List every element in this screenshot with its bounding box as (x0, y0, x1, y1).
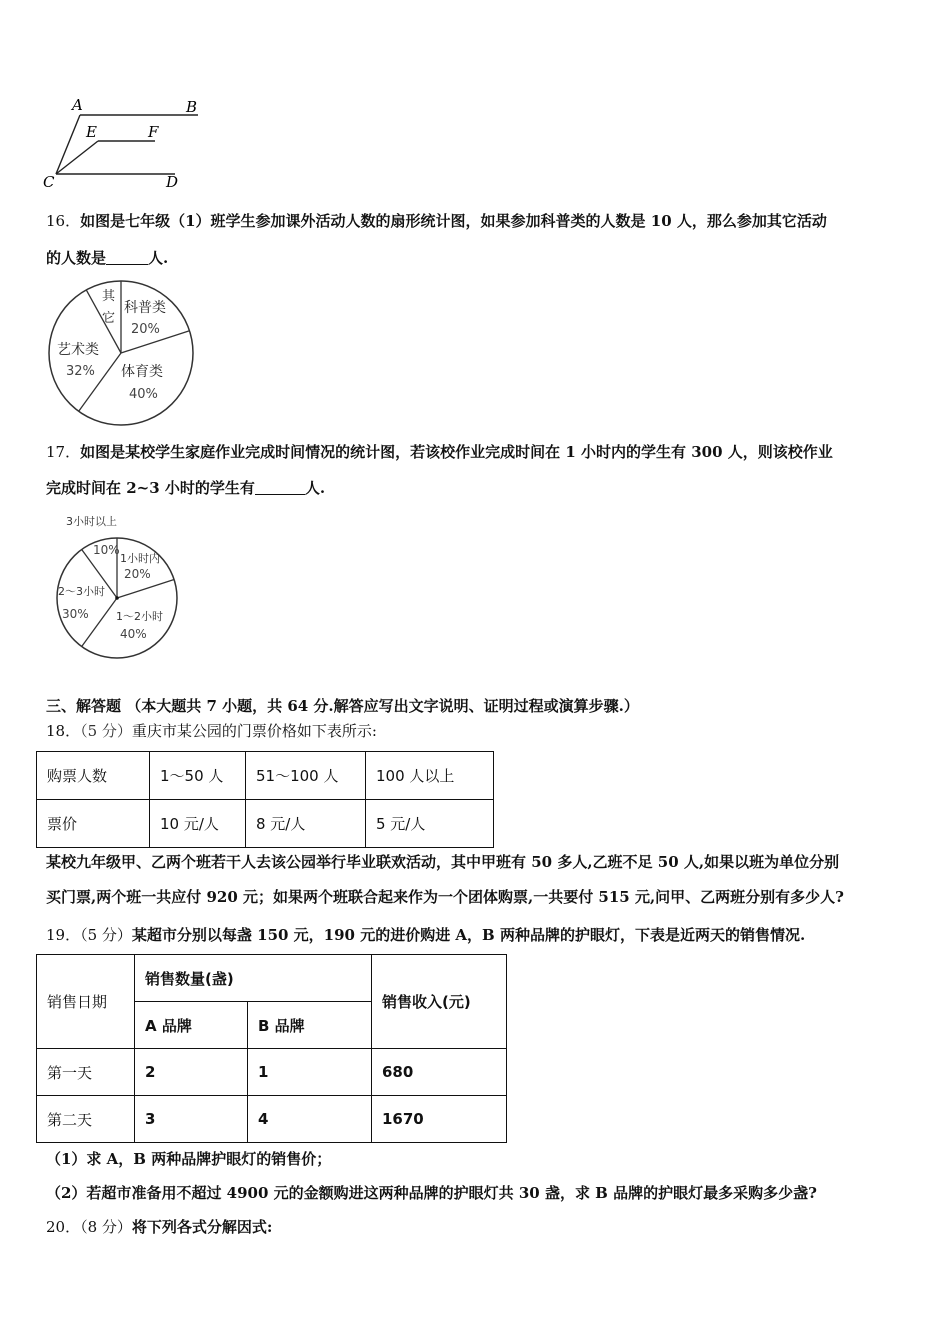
table-cell: 第二天 (37, 1096, 135, 1143)
section-3-heading: 三、解答题 （本大题共 7 小题，共 64 分.解答应写出文字说明、证明过程或演算步骤.） (46, 697, 639, 715)
table-cell: 10 元/人 (150, 800, 246, 848)
question-16-line1 (46, 210, 827, 232)
table-cell: 第一天 (37, 1049, 135, 1096)
pie1-label-qita-1: 其 (102, 289, 116, 304)
answer-blank-17[interactable] (255, 479, 305, 495)
table-cell: 票价 (37, 800, 150, 848)
question-16-text-post: 人. (148, 249, 169, 267)
question-19-intro-text: 某超市分别以每盏 150 元，190 元的进价购进 A，B 两种品牌的护眼灯，下表是近两天的销售情况. (131, 926, 806, 944)
pie2-percent-within1: 20% (124, 567, 151, 581)
question-16-text: 如图是七年级（1）班学生参加课外活动人数的扇形统计图，如果参加科普类的人数是 10 人，那么参加其它活动 (80, 212, 827, 230)
table-cell: 1670 (372, 1096, 507, 1143)
table-cell: 100 人以上 (366, 752, 494, 800)
question-18-intro-text: 重庆市某公园的门票价格如下表所示: (131, 722, 377, 740)
question-17-text: 如图是某校学生家庭作业完成时间情况的统计图，若该校作业完成时间在 1 小时内的学生有 300 人，则该校作业 (80, 443, 833, 461)
table-cell: 1 (248, 1049, 372, 1096)
ticket-price-table (36, 751, 494, 848)
table-row (37, 800, 494, 848)
pie2-label-2to3: 2～3小时 (58, 585, 105, 598)
question-16-line2 (46, 247, 168, 269)
question-18-intro (46, 720, 377, 742)
header-date: 销售日期 (37, 955, 135, 1049)
pie1-label-tiyu: 体育类 (121, 364, 163, 380)
pie2-label-1to2: 1～2小时 (116, 610, 163, 623)
question-20-points: （8 分） (80, 1218, 132, 1236)
header-brand-b: B 品牌 (248, 1002, 372, 1049)
question-17-number: 17． (46, 443, 81, 461)
header-quantity: 销售数量(盏) (135, 955, 372, 1002)
geometry-figure (38, 95, 208, 195)
pie1-percent-kepu: 20% (131, 322, 160, 337)
question-19-points: （5 分） (80, 926, 132, 944)
point-label-b: B (186, 98, 198, 116)
question-17-text-pre: 完成时间在 2~3 小时的学生有 (46, 479, 255, 497)
question-16-number: 16． (46, 212, 81, 230)
question-19-part-1: （1）求 A，B 两种品牌护眼灯的销售价； (46, 1150, 332, 1168)
pie2-percent-over3: 10% (93, 543, 120, 557)
question-17-line1 (46, 441, 833, 463)
question-19-part-2: （2）若超市准备用不超过 4900 元的金额购进这两种品牌的护眼灯共 30 盏，求 B 品牌的护眼灯最多采购多少盏? (46, 1184, 817, 1202)
question-20-number: 20． (46, 1218, 81, 1236)
table-row (37, 1049, 507, 1096)
point-label-e: E (86, 123, 97, 141)
pie1-label-qita-2: 它 (102, 311, 116, 326)
pie-chart-activities (44, 279, 198, 429)
pie1-label-kepu: 科普类 (124, 300, 166, 316)
header-brand-a: A 品牌 (135, 1002, 248, 1049)
question-18-text-2: 买门票,两个班一共应付 920 元；如果两个班联合起来作为一个团体购票,一共要付 515 元,问甲、乙两班分别有多少人? (46, 888, 844, 906)
question-20-text: 将下列各式分解因式: (131, 1218, 273, 1236)
question-17-text-post: 人. (304, 479, 326, 497)
table-cell: 1～50 人 (150, 752, 246, 800)
table-cell: 5 元/人 (366, 800, 494, 848)
pie-chart-homework-time (44, 510, 184, 666)
question-18-points: （5 分） (80, 722, 132, 740)
table-row (37, 955, 507, 1002)
question-19-intro (46, 924, 805, 946)
pie1-percent-yishu: 32% (66, 364, 95, 379)
point-label-c: C (43, 173, 55, 191)
table-cell: 51～100 人 (246, 752, 366, 800)
question-18-text-1: 某校九年级甲、乙两个班若干人去该公园举行毕业联欢活动，其中甲班有 50 多人,乙班不足 50 人,如果以班为单位分别 (46, 853, 840, 871)
table-cell: 680 (372, 1049, 507, 1096)
question-20 (46, 1216, 272, 1238)
point-label-a: A (72, 96, 83, 114)
table-cell: 4 (248, 1096, 372, 1143)
question-17-line2 (46, 477, 325, 499)
table-row (37, 752, 494, 800)
table-cell: 8 元/人 (246, 800, 366, 848)
answer-blank-16[interactable] (106, 249, 148, 265)
pie1-label-yishu: 艺术类 (57, 342, 99, 358)
pie2-label-within1: 1小时内 (120, 552, 160, 565)
pie2-label-over3: 3小时以上 (66, 515, 117, 528)
pie2-percent-1to2: 40% (120, 627, 147, 641)
table-cell: 2 (135, 1049, 248, 1096)
table-cell: 3 (135, 1096, 248, 1143)
pie2-center-dot (115, 596, 119, 600)
question-16-text-pre: 的人数是 (46, 249, 107, 267)
point-label-d: D (166, 173, 179, 191)
pie1-percent-tiyu: 40% (129, 387, 158, 402)
point-label-f: F (148, 123, 159, 141)
question-19-number: 19． (46, 926, 81, 944)
sales-table (36, 954, 507, 1143)
question-18-number: 18． (46, 722, 81, 740)
table-cell: 购票人数 (37, 752, 150, 800)
table-row (37, 1096, 507, 1143)
header-revenue: 销售收入(元) (372, 955, 507, 1049)
pie2-percent-2to3: 30% (62, 607, 89, 621)
